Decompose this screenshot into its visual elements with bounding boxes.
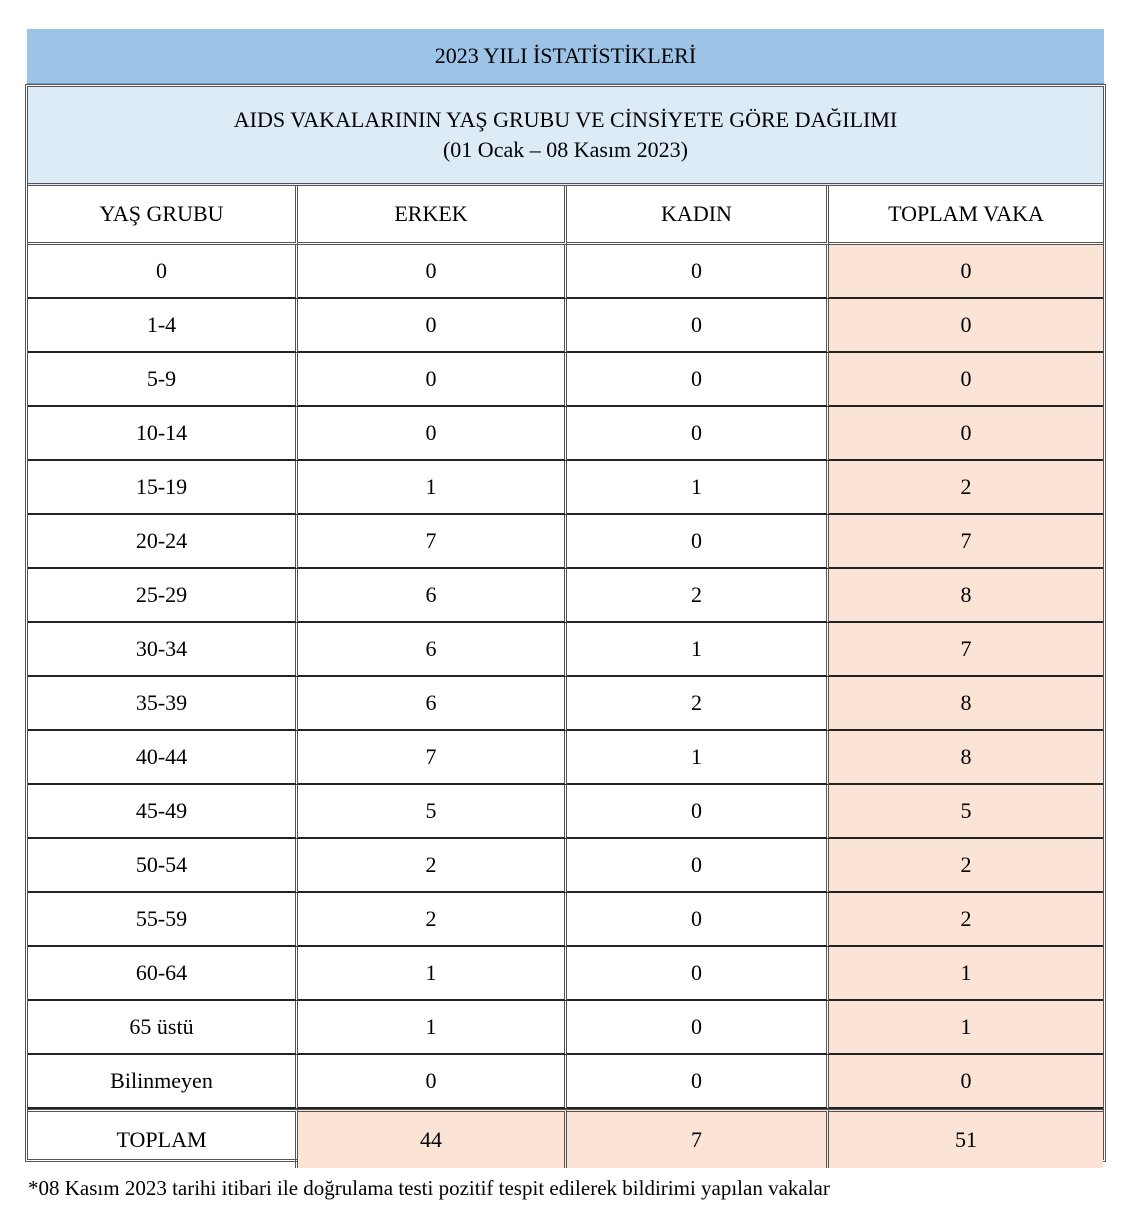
age-group-cell: 1-4 (28, 299, 298, 353)
total-cases-cell: 0 (829, 1055, 1103, 1109)
table-body (28, 245, 1103, 1109)
female-count-cell: 0 (567, 1055, 829, 1109)
age-group-cell: 40-44 (28, 731, 298, 785)
total-cases-cell: 8 (829, 569, 1103, 623)
female-count-cell: 0 (567, 299, 829, 353)
total-cases-cell: 0 (829, 353, 1103, 407)
age-gender-table (28, 87, 1103, 1168)
age-group-cell: 35-39 (28, 677, 298, 731)
table-row (28, 893, 1103, 947)
table-subtitle: (01 Ocak – 08 Kasım 2023) (442, 137, 688, 162)
header-total-cases: TOPLAM VAKA (829, 186, 1103, 245)
total-cases-cell: 0 (829, 407, 1103, 461)
total-row (28, 1109, 1103, 1168)
female-count-cell: 1 (567, 461, 829, 515)
total-cases-cell: 0 (829, 299, 1103, 353)
age-group-cell: 60-64 (28, 947, 298, 1001)
total-label: TOPLAM (28, 1109, 298, 1168)
total-cases-cell: 2 (829, 893, 1103, 947)
female-count-cell: 0 (567, 515, 829, 569)
total-cases-cell: 2 (829, 839, 1103, 893)
header-age-group: YAŞ GRUBU (28, 186, 298, 245)
female-count-cell: 0 (567, 839, 829, 893)
table-row (28, 461, 1103, 515)
table-row (28, 245, 1103, 299)
male-count-cell: 1 (298, 461, 567, 515)
total-female: 7 (567, 1109, 829, 1168)
male-count-cell: 1 (298, 1001, 567, 1055)
female-count-cell: 0 (567, 947, 829, 1001)
table-row (28, 839, 1103, 893)
male-count-cell: 1 (298, 947, 567, 1001)
total-male: 44 (298, 1109, 567, 1168)
female-count-cell: 0 (567, 407, 829, 461)
table-row (28, 947, 1103, 1001)
female-count-cell: 2 (567, 677, 829, 731)
age-group-cell: 30-34 (28, 623, 298, 677)
female-count-cell: 0 (567, 1001, 829, 1055)
age-group-cell: Bilinmeyen (28, 1055, 298, 1109)
male-count-cell: 0 (298, 407, 567, 461)
female-count-cell: 0 (567, 245, 829, 299)
age-group-cell: 65 üstü (28, 1001, 298, 1055)
male-count-cell: 7 (298, 731, 567, 785)
table-title-cell (28, 87, 1103, 186)
age-group-cell: 50-54 (28, 839, 298, 893)
male-count-cell: 0 (298, 353, 567, 407)
table-title: AIDS VAKALARININ YAŞ GRUBU VE CİNSİYETE GÖRE DAĞILIMI (233, 107, 898, 132)
male-count-cell: 0 (298, 245, 567, 299)
male-count-cell: 5 (298, 785, 567, 839)
male-count-cell: 0 (298, 299, 567, 353)
age-group-cell: 0 (28, 245, 298, 299)
male-count-cell: 6 (298, 623, 567, 677)
stats-banner: 2023 YILI İSTATİSTİKLERİ (27, 29, 1104, 84)
total-cases-cell: 7 (829, 515, 1103, 569)
table-row (28, 623, 1103, 677)
table-row (28, 677, 1103, 731)
total-cases-cell: 2 (829, 461, 1103, 515)
total-cases-cell: 1 (829, 947, 1103, 1001)
age-group-cell: 10-14 (28, 407, 298, 461)
age-group-cell: 5-9 (28, 353, 298, 407)
table-row (28, 1055, 1103, 1109)
total-cases-cell: 5 (829, 785, 1103, 839)
total-cases-cell: 7 (829, 623, 1103, 677)
female-count-cell: 1 (567, 731, 829, 785)
age-group-cell: 45-49 (28, 785, 298, 839)
table-row (28, 407, 1103, 461)
table-row (28, 299, 1103, 353)
table-row (28, 1001, 1103, 1055)
male-count-cell: 2 (298, 893, 567, 947)
female-count-cell: 0 (567, 785, 829, 839)
total-cases: 51 (829, 1109, 1103, 1168)
age-group-cell: 55-59 (28, 893, 298, 947)
total-cases-cell: 8 (829, 731, 1103, 785)
male-count-cell: 0 (298, 1055, 567, 1109)
male-count-cell: 2 (298, 839, 567, 893)
female-count-cell: 0 (567, 893, 829, 947)
table-row (28, 731, 1103, 785)
table-row (28, 353, 1103, 407)
male-count-cell: 6 (298, 569, 567, 623)
stats-table-frame (25, 84, 1106, 1162)
age-group-cell: 25-29 (28, 569, 298, 623)
total-cases-cell: 1 (829, 1001, 1103, 1055)
female-count-cell: 2 (567, 569, 829, 623)
header-male: ERKEK (298, 186, 567, 245)
female-count-cell: 0 (567, 353, 829, 407)
age-group-cell: 15-19 (28, 461, 298, 515)
male-count-cell: 6 (298, 677, 567, 731)
table-row (28, 515, 1103, 569)
header-female: KADIN (567, 186, 829, 245)
age-group-cell: 20-24 (28, 515, 298, 569)
footnote: *08 Kasım 2023 tarihi itibari ile doğrulama testi pozitif tespit edilerek bildirimi yapılan vakalar (28, 1176, 830, 1200)
total-cases-cell: 8 (829, 677, 1103, 731)
table-row (28, 569, 1103, 623)
table-row (28, 785, 1103, 839)
male-count-cell: 7 (298, 515, 567, 569)
total-cases-cell: 0 (829, 245, 1103, 299)
female-count-cell: 1 (567, 623, 829, 677)
